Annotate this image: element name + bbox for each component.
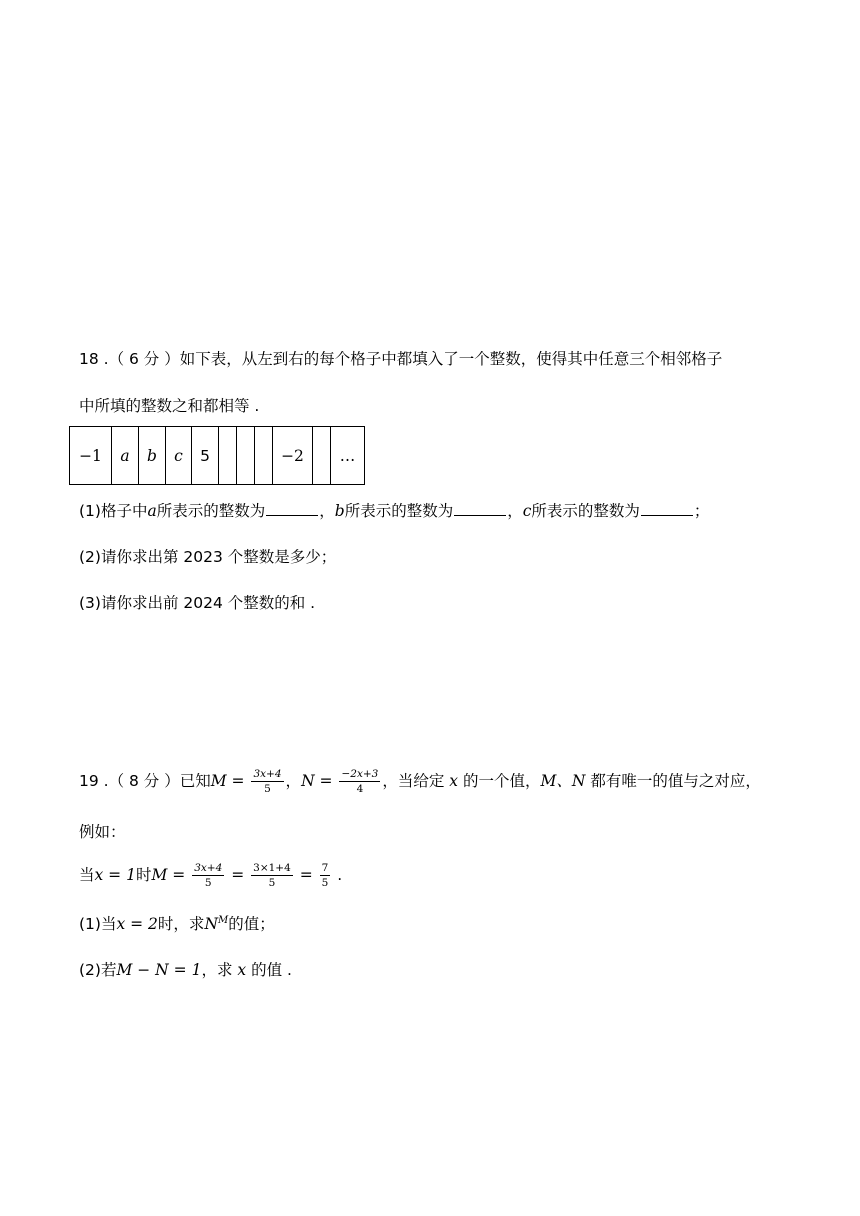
q19-stem-line1 <box>79 768 761 795</box>
q19-part1-a: (1)当 <box>79 915 117 933</box>
q19-part1 <box>79 912 275 934</box>
var-M: M <box>151 866 168 885</box>
vars-M-N: M、N <box>540 772 586 791</box>
fraction-substituted <box>251 862 293 889</box>
table-cell: 5 <box>192 427 219 485</box>
q19-value-text: 的一个值， <box>458 772 541 791</box>
fraction-numerator: 3x+4 <box>192 862 224 876</box>
var-x: x <box>449 772 459 791</box>
q19-part1-c: 的值； <box>228 915 275 933</box>
fraction-numerator: −2x+3 <box>339 768 380 782</box>
equals-sign: = <box>167 866 191 885</box>
var-x: x <box>237 961 247 979</box>
period: . <box>332 866 343 885</box>
fraction-numerator: 3x+4 <box>251 768 283 782</box>
fraction-result <box>320 862 331 889</box>
table-cell: −1 <box>70 427 112 485</box>
q19-given-text: ，当给定 <box>382 772 450 791</box>
sequence-table <box>69 426 365 485</box>
q19-part2-a: (2)若 <box>79 961 117 979</box>
table-cell <box>237 427 255 485</box>
separator: ， <box>319 502 335 520</box>
fraction-denominator: 5 <box>321 877 329 890</box>
table-cell <box>219 427 237 485</box>
var-M: M <box>210 772 227 791</box>
fraction-denominator: 5 <box>204 877 212 890</box>
fraction-numerator: 7 <box>320 862 331 876</box>
q19-head: 19 .（ 8 分 ）已知 <box>79 772 211 791</box>
fraction-denominator: 4 <box>356 783 364 796</box>
fraction-N <box>339 768 380 795</box>
answer-blank-a[interactable] <box>266 501 318 516</box>
q19-when: 当 <box>79 866 95 885</box>
x-equals-1: x = 1 <box>94 866 136 885</box>
answer-blank-c[interactable] <box>641 501 693 516</box>
table-cell: a <box>112 427 139 485</box>
q18-part1-text-a: 所表示的整数为 <box>156 502 266 520</box>
table-cell: … <box>331 427 365 485</box>
fraction-denominator: 5 <box>264 783 271 796</box>
var-c: c <box>522 502 532 520</box>
q18-stem-line1: 18 .（ 6 分 ）如下表，从左到右的每个格子中都填入了一个整数，使得其中任意三个相邻格子 <box>79 350 723 368</box>
separator: ， <box>285 772 302 791</box>
q19-part2 <box>79 958 292 980</box>
q19-example-line <box>79 862 342 889</box>
q19-stem-line2: 例如： <box>79 823 126 841</box>
var-N: N <box>301 772 315 791</box>
table-cell: −2 <box>273 427 313 485</box>
q18-part1-text-b: 所表示的整数为 <box>344 502 454 520</box>
equals-sign: = <box>314 772 338 791</box>
q19-part1-b: 时，求 <box>157 915 205 933</box>
q19-time: 时 <box>135 866 152 885</box>
q18-part1 <box>79 499 709 521</box>
table-cell <box>313 427 331 485</box>
equals-sign: = <box>226 866 250 885</box>
table-cell: b <box>139 427 166 485</box>
equals-sign: = <box>226 772 250 791</box>
fraction-M <box>251 768 283 795</box>
q19-part2-b: ，求 <box>201 961 238 979</box>
table-row <box>70 427 365 485</box>
separator: ， <box>507 502 523 520</box>
fraction-M <box>192 862 224 889</box>
q19-corr-text: 都有唯一的值与之对应， <box>585 772 761 791</box>
q18-part1-end: ； <box>693 502 710 520</box>
q18-part2: (2)请你求出第 2023 个整数是多少； <box>79 548 337 566</box>
fraction-numerator: 3×1+4 <box>251 862 293 876</box>
equals-sign: = <box>294 866 318 885</box>
power-base-N: N <box>204 915 218 933</box>
var-a: a <box>147 502 157 520</box>
x-equals-2: x = 2 <box>116 915 158 933</box>
power-exponent-M: M <box>218 914 229 926</box>
q18-stem-line2: 中所填的整数之和都相等 . <box>79 397 260 415</box>
answer-blank-b[interactable] <box>454 501 506 516</box>
table-cell <box>255 427 273 485</box>
q18-part3: (3)请你求出前 2024 个整数的和 . <box>79 594 316 612</box>
m-minus-n-equation: M − N = 1 <box>116 961 202 979</box>
var-b: b <box>334 502 345 520</box>
table-cell: c <box>166 427 192 485</box>
q19-part2-c: 的值 . <box>246 961 292 979</box>
fraction-denominator: 5 <box>268 877 276 890</box>
q18-part1-prefix: (1)格子中 <box>79 502 148 520</box>
q18-part1-text-c: 所表示的整数为 <box>531 502 640 520</box>
